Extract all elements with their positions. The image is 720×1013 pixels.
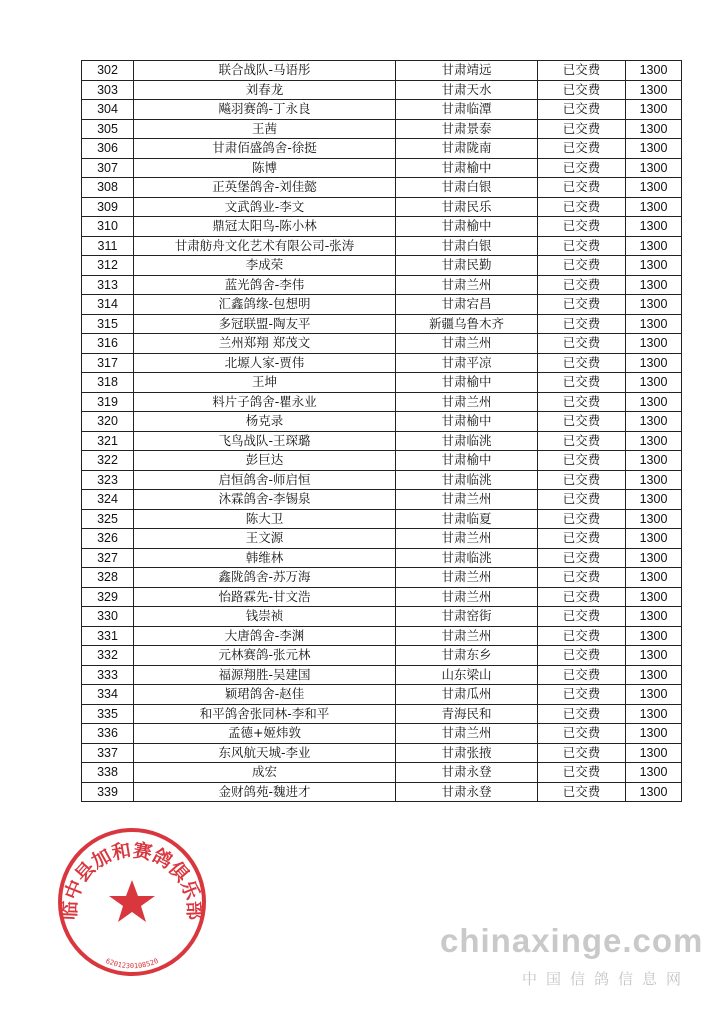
participant-name: 东风航天城-李业 — [134, 743, 396, 763]
payment-status: 已交费 — [538, 353, 626, 373]
row-number: 313 — [82, 275, 134, 295]
fee-amount: 1300 — [626, 568, 682, 588]
participant-name: 王坤 — [134, 373, 396, 393]
fee-amount: 1300 — [626, 178, 682, 198]
payment-status: 已交费 — [538, 743, 626, 763]
payment-status: 已交费 — [538, 529, 626, 549]
region: 甘肃临洮 — [396, 548, 538, 568]
payment-status: 已交费 — [538, 139, 626, 159]
row-number: 330 — [82, 607, 134, 627]
table-row — [82, 100, 682, 120]
region: 甘肃兰州 — [396, 490, 538, 510]
payment-status: 已交费 — [538, 334, 626, 354]
payment-status: 已交费 — [538, 548, 626, 568]
row-number: 321 — [82, 431, 134, 451]
payment-status: 已交费 — [538, 646, 626, 666]
region: 甘肃兰州 — [396, 529, 538, 549]
participant-name: 文武鸽业-李文 — [134, 197, 396, 217]
participant-name: 元林赛鸽-张元林 — [134, 646, 396, 666]
table-row — [82, 763, 682, 783]
participant-name: 蓝光鸽舍-李伟 — [134, 275, 396, 295]
row-number: 335 — [82, 704, 134, 724]
payment-status: 已交费 — [538, 373, 626, 393]
fee-amount: 1300 — [626, 392, 682, 412]
participant-name: 飞鸟战队-王琛璐 — [134, 431, 396, 451]
payment-status: 已交费 — [538, 431, 626, 451]
watermark-domain: chinaxinge.com — [440, 922, 704, 959]
fee-amount: 1300 — [626, 61, 682, 81]
fee-amount: 1300 — [626, 431, 682, 451]
table-row — [82, 119, 682, 139]
table-row — [82, 685, 682, 705]
participant-name: 北塬人家-贾伟 — [134, 353, 396, 373]
row-number: 316 — [82, 334, 134, 354]
table-row — [82, 373, 682, 393]
participant-name: 彭巨达 — [134, 451, 396, 471]
region: 甘肃兰州 — [396, 626, 538, 646]
participant-name: 料片子鸽舍-瞿永业 — [134, 392, 396, 412]
table-row — [82, 743, 682, 763]
fee-amount: 1300 — [626, 80, 682, 100]
row-number: 311 — [82, 236, 134, 256]
table-row — [82, 568, 682, 588]
table-row — [82, 61, 682, 81]
fee-amount: 1300 — [626, 217, 682, 237]
participant-name: 孟德+姬炜敦 — [134, 724, 396, 744]
watermark-site-name: 中国信鸽信息网 — [522, 970, 691, 988]
table-row — [82, 704, 682, 724]
table-row — [82, 256, 682, 276]
participant-name: 联合战队-马语彤 — [134, 61, 396, 81]
region: 山东梁山 — [396, 665, 538, 685]
region: 甘肃临洮 — [396, 431, 538, 451]
row-number: 333 — [82, 665, 134, 685]
participant-name: 正英堡鸽舍-刘佳懿 — [134, 178, 396, 198]
row-number: 307 — [82, 158, 134, 178]
region: 甘肃榆中 — [396, 412, 538, 432]
table-row — [82, 509, 682, 529]
payment-status: 已交费 — [538, 392, 626, 412]
fee-amount: 1300 — [626, 295, 682, 315]
region: 甘肃兰州 — [396, 587, 538, 607]
row-number: 327 — [82, 548, 134, 568]
table-row — [82, 607, 682, 627]
fee-amount: 1300 — [626, 256, 682, 276]
fee-amount: 1300 — [626, 373, 682, 393]
fee-amount: 1300 — [626, 607, 682, 627]
table-row — [82, 724, 682, 744]
row-number: 312 — [82, 256, 134, 276]
table-row — [82, 275, 682, 295]
participant-name: 兰州郑翔 郑茂文 — [134, 334, 396, 354]
row-number: 336 — [82, 724, 134, 744]
row-number: 303 — [82, 80, 134, 100]
payment-status: 已交费 — [538, 100, 626, 120]
participant-name: 和平鸽舍张同林-李和平 — [134, 704, 396, 724]
fee-amount: 1300 — [626, 529, 682, 549]
table-row — [82, 626, 682, 646]
table-row — [82, 412, 682, 432]
payment-status: 已交费 — [538, 217, 626, 237]
participant-name: 李成荣 — [134, 256, 396, 276]
row-number: 323 — [82, 470, 134, 490]
fee-amount: 1300 — [626, 685, 682, 705]
region: 甘肃兰州 — [396, 334, 538, 354]
payment-status: 已交费 — [538, 412, 626, 432]
payment-status: 已交费 — [538, 490, 626, 510]
region: 甘肃临夏 — [396, 509, 538, 529]
row-number: 305 — [82, 119, 134, 139]
fee-amount: 1300 — [626, 353, 682, 373]
participant-name: 甘肃佰盛鸽舍-徐挺 — [134, 139, 396, 159]
fee-amount: 1300 — [626, 548, 682, 568]
table-row — [82, 353, 682, 373]
region: 甘肃宕昌 — [396, 295, 538, 315]
payment-status: 已交费 — [538, 568, 626, 588]
table-row — [82, 431, 682, 451]
payment-status: 已交费 — [538, 451, 626, 471]
payment-status: 已交费 — [538, 470, 626, 490]
payment-status: 已交费 — [538, 587, 626, 607]
table-row — [82, 139, 682, 159]
row-number: 328 — [82, 568, 134, 588]
fee-amount: 1300 — [626, 782, 682, 802]
region: 甘肃景泰 — [396, 119, 538, 139]
participant-name: 杨克录 — [134, 412, 396, 432]
participant-name: 陈博 — [134, 158, 396, 178]
fee-amount: 1300 — [626, 470, 682, 490]
table-row — [82, 451, 682, 471]
fee-amount: 1300 — [626, 197, 682, 217]
table-row — [82, 548, 682, 568]
region: 甘肃榆中 — [396, 217, 538, 237]
row-number: 326 — [82, 529, 134, 549]
row-number: 309 — [82, 197, 134, 217]
fee-amount: 1300 — [626, 412, 682, 432]
fee-amount: 1300 — [626, 665, 682, 685]
payment-status: 已交费 — [538, 763, 626, 783]
payment-status: 已交费 — [538, 704, 626, 724]
seal-arc-text: 临中县加和赛鸽俱乐部 — [58, 839, 206, 921]
participant-name: 大唐鸽舍-李渊 — [134, 626, 396, 646]
region: 甘肃临洮 — [396, 470, 538, 490]
row-number: 317 — [82, 353, 134, 373]
participant-name: 怡路霖先-甘文浩 — [134, 587, 396, 607]
participant-name: 韩维林 — [134, 548, 396, 568]
region: 甘肃民乐 — [396, 197, 538, 217]
region: 甘肃兰州 — [396, 275, 538, 295]
participant-name: 王茜 — [134, 119, 396, 139]
region: 甘肃天水 — [396, 80, 538, 100]
payment-status: 已交费 — [538, 236, 626, 256]
region: 甘肃瓜州 — [396, 685, 538, 705]
participant-name: 鼎冠太阳鸟-陈小林 — [134, 217, 396, 237]
payment-status: 已交费 — [538, 509, 626, 529]
table-row — [82, 646, 682, 666]
table-row — [82, 236, 682, 256]
fee-amount: 1300 — [626, 275, 682, 295]
participant-name: 沐霖鸽舍-李锡泉 — [134, 490, 396, 510]
region: 甘肃兰州 — [396, 568, 538, 588]
fee-amount: 1300 — [626, 334, 682, 354]
payment-status: 已交费 — [538, 665, 626, 685]
table-row — [82, 490, 682, 510]
row-number: 308 — [82, 178, 134, 198]
fee-amount: 1300 — [626, 119, 682, 139]
participant-name: 金财鸽苑-魏进才 — [134, 782, 396, 802]
fee-amount: 1300 — [626, 158, 682, 178]
payment-status: 已交费 — [538, 80, 626, 100]
table-row — [82, 295, 682, 315]
region: 甘肃永登 — [396, 782, 538, 802]
row-number: 338 — [82, 763, 134, 783]
region: 甘肃民勤 — [396, 256, 538, 276]
payment-status: 已交费 — [538, 61, 626, 81]
region: 甘肃榆中 — [396, 373, 538, 393]
table-row — [82, 178, 682, 198]
row-number: 325 — [82, 509, 134, 529]
row-number: 306 — [82, 139, 134, 159]
region: 甘肃东乡 — [396, 646, 538, 666]
row-number: 337 — [82, 743, 134, 763]
fee-amount: 1300 — [626, 100, 682, 120]
table-row — [82, 217, 682, 237]
region: 青海民和 — [396, 704, 538, 724]
payment-status: 已交费 — [538, 626, 626, 646]
row-number: 318 — [82, 373, 134, 393]
table-row — [82, 529, 682, 549]
registration-table — [81, 60, 682, 802]
participant-name: 飚羽赛鸽-丁永良 — [134, 100, 396, 120]
row-number: 302 — [82, 61, 134, 81]
payment-status: 已交费 — [538, 782, 626, 802]
payment-status: 已交费 — [538, 275, 626, 295]
fee-amount: 1300 — [626, 646, 682, 666]
table-row — [82, 158, 682, 178]
participant-name: 福源翔胜-吴建国 — [134, 665, 396, 685]
participant-name: 汇鑫鸽缘-包想明 — [134, 295, 396, 315]
payment-status: 已交费 — [538, 314, 626, 334]
table-row — [82, 665, 682, 685]
table-row — [82, 782, 682, 802]
region: 甘肃陇南 — [396, 139, 538, 159]
payment-status: 已交费 — [538, 295, 626, 315]
seal-code: 6201230108520 — [104, 957, 160, 971]
star-icon — [109, 880, 155, 922]
participant-name: 多冠联盟-陶友平 — [134, 314, 396, 334]
participant-name: 刘春龙 — [134, 80, 396, 100]
region: 新疆乌鲁木齐 — [396, 314, 538, 334]
payment-status: 已交费 — [538, 256, 626, 276]
region: 甘肃窑街 — [396, 607, 538, 627]
row-number: 304 — [82, 100, 134, 120]
region: 甘肃榆中 — [396, 451, 538, 471]
payment-status: 已交费 — [538, 724, 626, 744]
fee-amount: 1300 — [626, 724, 682, 744]
fee-amount: 1300 — [626, 236, 682, 256]
participant-name: 甘肃舫舟文化艺术有限公司-张涛 — [134, 236, 396, 256]
region: 甘肃白银 — [396, 236, 538, 256]
participant-name: 成宏 — [134, 763, 396, 783]
fee-amount: 1300 — [626, 626, 682, 646]
table-row — [82, 314, 682, 334]
row-number: 310 — [82, 217, 134, 237]
payment-status: 已交费 — [538, 607, 626, 627]
row-number: 334 — [82, 685, 134, 705]
region: 甘肃临潭 — [396, 100, 538, 120]
fee-amount: 1300 — [626, 704, 682, 724]
participant-name: 陈大卫 — [134, 509, 396, 529]
region: 甘肃榆中 — [396, 158, 538, 178]
region: 甘肃兰州 — [396, 724, 538, 744]
fee-amount: 1300 — [626, 139, 682, 159]
table-row — [82, 334, 682, 354]
row-number: 329 — [82, 587, 134, 607]
region: 甘肃靖远 — [396, 61, 538, 81]
table-row — [82, 197, 682, 217]
region: 甘肃永登 — [396, 763, 538, 783]
row-number: 314 — [82, 295, 134, 315]
region: 甘肃张掖 — [396, 743, 538, 763]
participant-name: 钱崇祯 — [134, 607, 396, 627]
region: 甘肃白银 — [396, 178, 538, 198]
participant-name: 王文源 — [134, 529, 396, 549]
row-number: 331 — [82, 626, 134, 646]
fee-amount: 1300 — [626, 763, 682, 783]
row-number: 320 — [82, 412, 134, 432]
row-number: 319 — [82, 392, 134, 412]
table-row — [82, 470, 682, 490]
participant-name: 启恒鸽舍-师启恒 — [134, 470, 396, 490]
fee-amount: 1300 — [626, 451, 682, 471]
payment-status: 已交费 — [538, 685, 626, 705]
fee-amount: 1300 — [626, 587, 682, 607]
payment-status: 已交费 — [538, 158, 626, 178]
fee-amount: 1300 — [626, 509, 682, 529]
row-number: 324 — [82, 490, 134, 510]
row-number: 339 — [82, 782, 134, 802]
table-row — [82, 80, 682, 100]
table-row — [82, 392, 682, 412]
participant-name: 鑫陇鸽舍-苏万海 — [134, 568, 396, 588]
payment-status: 已交费 — [538, 119, 626, 139]
fee-amount: 1300 — [626, 490, 682, 510]
region: 甘肃平凉 — [396, 353, 538, 373]
table-row — [82, 587, 682, 607]
payment-status: 已交费 — [538, 178, 626, 198]
row-number: 322 — [82, 451, 134, 471]
region: 甘肃兰州 — [396, 392, 538, 412]
fee-amount: 1300 — [626, 743, 682, 763]
table-body — [82, 61, 682, 802]
row-number: 315 — [82, 314, 134, 334]
payment-status: 已交费 — [538, 197, 626, 217]
participant-name: 颖珺鸽舍-赵佳 — [134, 685, 396, 705]
fee-amount: 1300 — [626, 314, 682, 334]
row-number: 332 — [82, 646, 134, 666]
club-seal-stamp — [52, 822, 212, 982]
